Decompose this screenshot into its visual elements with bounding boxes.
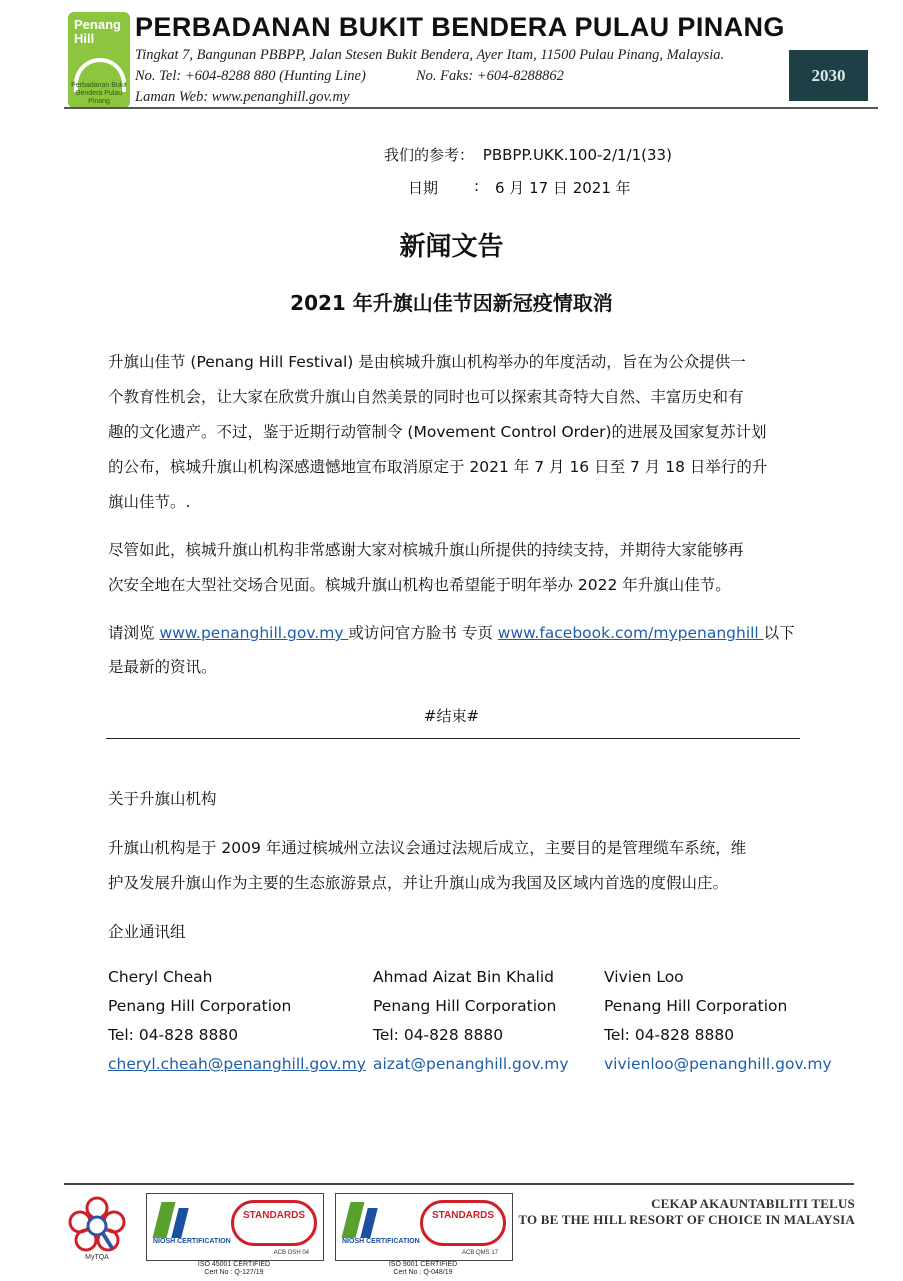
contact-name: Cheryl Cheah xyxy=(108,968,213,986)
niosh-label: NIOSH CERTIFICATION xyxy=(153,1238,231,1245)
niosh-logo xyxy=(342,1202,420,1250)
iso9001-certificate xyxy=(335,1193,513,1261)
niosh-label: NIOSH CERTIFICATION xyxy=(342,1238,420,1245)
reference-label: 我们的参考： xyxy=(384,146,475,164)
date-label: 日期 xyxy=(408,179,439,197)
org-tel: No. Tel: +604-8288 880 (Hunting Line) xyxy=(135,68,366,84)
acb-code: ACB OSH 04 xyxy=(273,1250,309,1256)
date-value: 6 月 17 日 2021 年 xyxy=(495,179,631,197)
paragraph3-prefix: 请浏览 xyxy=(108,624,160,642)
acb-code: ACB QMS 17 xyxy=(461,1250,498,1256)
end-mark: #结束# xyxy=(423,707,480,725)
contact-org: Penang Hill Corporation xyxy=(604,997,788,1015)
paragraph1-line: 的公布，槟城升旗山机构深感遗憾地宣布取消原定于 2021 年 7 月 16 日至 7 月 18 日举行的升 xyxy=(108,458,768,476)
paragraph2-line: 次安全地在大型社交场合见面。槟城升旗山机构也希望能于明年举办 2022 年升旗山佳节。 xyxy=(108,576,731,594)
paragraph3-suffix: 以下 xyxy=(763,624,795,642)
iso9001-caption xyxy=(335,1261,511,1277)
paragraph3-line2: 是最新的资讯。 xyxy=(108,658,217,676)
contact-tel: Tel: 04-828 8880 xyxy=(373,1026,504,1044)
contact-name: Vivien Loo xyxy=(604,968,684,986)
logo-text: Penang Hill xyxy=(74,17,121,46)
contact-email-link[interactable]: vivienloo@penanghill.gov.my xyxy=(604,1055,832,1073)
penang2030-text: 2030 xyxy=(811,66,846,85)
about-line: 护及发展升旗山作为主要的生态旅游景点，并让升旗山成为我国及区域内首选的度假山庄。 xyxy=(108,874,729,892)
paragraph1-line: 趣的文化遗产。不过，鉴于近期行动管制令 (Movement Control Order)的进展及国家复苏计划 xyxy=(108,423,767,441)
team-heading: 企业通讯组 xyxy=(108,923,186,941)
section-divider xyxy=(106,738,800,739)
contact-tel: Tel: 04-828 8880 xyxy=(108,1026,239,1044)
org-web: Laman Web: www.penanghill.gov.my xyxy=(135,89,350,105)
standards-malaysia-badge xyxy=(231,1200,317,1246)
iso45001-caption xyxy=(146,1261,322,1277)
tagline-values: CEKAP AKAUNTABILITI TELUS xyxy=(651,1196,855,1211)
paragraph3-middle: 或访问官方脸书 专页 xyxy=(348,624,498,642)
tagline-vision: TO BE THE HILL RESORT OF CHOICE IN MALAYSIA xyxy=(518,1212,855,1227)
paragraph3-line xyxy=(108,621,795,643)
reference-value: PBBPP.UKK.100-2/1/1(33) xyxy=(482,146,672,164)
contact-email-link[interactable]: cheryl.cheah@penanghill.gov.my xyxy=(108,1055,366,1073)
org-fax: No. Faks: +604-8288862 xyxy=(416,68,564,84)
org-address: Tingkat 7, Bangunan PBBPP, Jalan Stesen Bukit Bendera, Ayer Itam, 11500 Pulau Pinang, Malaysia. xyxy=(135,47,725,63)
date-separator: : xyxy=(474,177,480,195)
about-heading: 关于升旗山机构 xyxy=(108,790,217,808)
cert-number: Cert No : Q-127/19 xyxy=(204,1269,264,1276)
cert-number: Cert No : Q-048/19 xyxy=(393,1269,453,1276)
paragraph2-line: 尽管如此，槟城升旗山机构非常感谢大家对槟城升旗山所提供的持续支持，并期待大家能够再 xyxy=(108,541,744,559)
org-name: PERBADANAN BUKIT BENDERA PULAU PINANG xyxy=(135,12,785,42)
niosh-logo xyxy=(153,1202,231,1250)
paragraph1-line: 个教育性机会，让大家在欣赏升旗山自然美景的同时也可以探索其奇特大自然、丰富历史和有 xyxy=(108,388,744,406)
cert-caption: ISO 9001 CERTIFIED xyxy=(388,1261,458,1268)
website-link[interactable]: www.penanghill.gov.my xyxy=(159,624,349,642)
cert-caption: ISO 45001 CERTIFIED xyxy=(197,1261,271,1268)
logo-caption: Perbadanan Bukit Bendera Pulau Pinang xyxy=(71,82,127,105)
contact-tel: Tel: 04-828 8880 xyxy=(604,1026,735,1044)
contact-org: Penang Hill Corporation xyxy=(373,997,557,1015)
header-divider xyxy=(64,107,878,109)
paragraph1-line: 升旗山佳节 (Penang Hill Festival) 是由槟城升旗山机构举办的年度活动，旨在为公众提供一 xyxy=(108,353,746,371)
mytqa-logo xyxy=(62,1190,132,1270)
page-subtitle: 2021 年升旗山佳节因新冠疫情取消 xyxy=(290,291,613,315)
about-line: 升旗山机构是于 2009 年通过槟城州立法议会通过法规后成立，主要目的是管理缆车系统，维 xyxy=(108,839,747,857)
contact-name: Ahmad Aizat Bin Khalid xyxy=(373,968,554,986)
contact-email-link[interactable]: aizat@penanghill.gov.my xyxy=(373,1055,569,1073)
standards-label: STANDARDS xyxy=(431,1210,495,1221)
iso45001-certificate xyxy=(146,1193,324,1261)
page-title: 新闻文告 xyxy=(399,232,504,262)
reference-row xyxy=(384,144,672,165)
penang2030-logo xyxy=(789,50,868,101)
standards-malaysia-badge xyxy=(420,1200,506,1246)
paragraph1-line: 旗山佳节。. xyxy=(108,493,191,511)
penang-hill-logo xyxy=(68,12,130,108)
footer-divider xyxy=(64,1183,854,1185)
contact-org: Penang Hill Corporation xyxy=(108,997,292,1015)
mytqa-label: MyTQA xyxy=(85,1254,109,1261)
standards-label: STANDARDS xyxy=(242,1210,306,1221)
facebook-link[interactable]: www.facebook.com/mypenanghill xyxy=(497,624,764,642)
